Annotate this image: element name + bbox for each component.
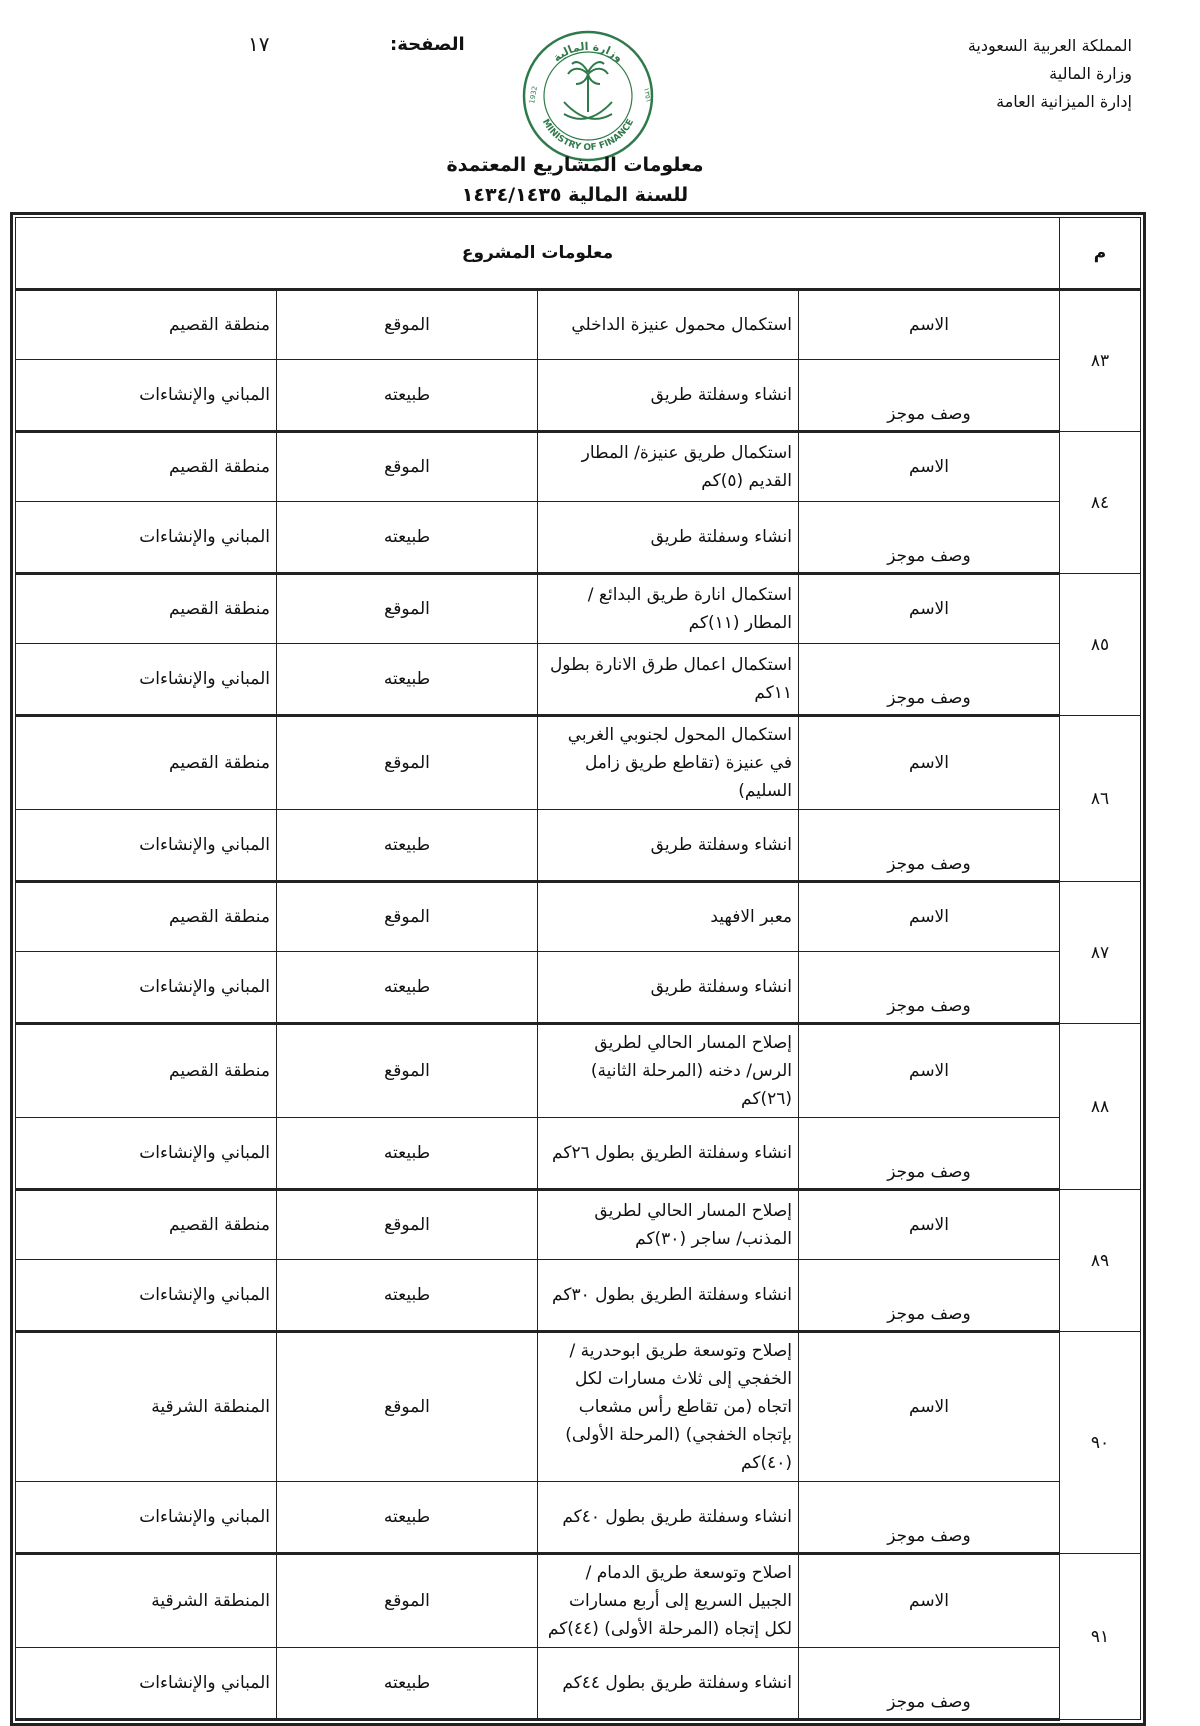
title-line-2: للسنة المالية ١٤٣٤/١٤٣٥ bbox=[461, 184, 689, 206]
table-row bbox=[16, 882, 1141, 952]
project-name: إصلاح وتوسعة طريق ابوحدرية / الخفجي إلى ثلاث مسارات لكل اتجاه (من تقاطع رأس مشعاب بإتجاه الخفجي) (المرحلة الأولى) (٤٠)كم bbox=[538, 1332, 799, 1482]
project-number: ٨٩ bbox=[1060, 1190, 1141, 1332]
header-num: م bbox=[1060, 218, 1141, 290]
project-description: انشاء وسفلتة طريق bbox=[538, 952, 799, 1024]
table-row bbox=[16, 810, 1141, 882]
table-row bbox=[16, 1260, 1141, 1332]
project-description: انشاء وسفلتة طريق bbox=[538, 360, 799, 432]
label-description: وصف موجز bbox=[799, 1118, 1060, 1190]
label-location: الموقع bbox=[277, 1190, 538, 1260]
project-description: انشاء وسفلتة طريق بطول ٤٤كم bbox=[538, 1648, 799, 1720]
project-location: منطقة القصيم bbox=[16, 574, 277, 644]
project-nature: المباني والإنشاءات bbox=[16, 810, 277, 882]
country-name: المملكة العربية السعودية bbox=[967, 36, 1132, 55]
page-number: ١٧ bbox=[248, 32, 270, 56]
ministry-of-finance-seal bbox=[520, 28, 656, 164]
project-location: منطقة القصيم bbox=[16, 882, 277, 952]
issuer-block bbox=[968, 32, 1132, 116]
project-nature: المباني والإنشاءات bbox=[16, 952, 277, 1024]
project-nature: المباني والإنشاءات bbox=[16, 1648, 277, 1720]
table-row bbox=[16, 360, 1141, 432]
projects-table bbox=[15, 217, 1141, 1721]
project-nature: المباني والإنشاءات bbox=[16, 1118, 277, 1190]
project-number: ٨٧ bbox=[1060, 882, 1141, 1024]
table-row bbox=[16, 1024, 1141, 1118]
project-number: ٨٨ bbox=[1060, 1024, 1141, 1190]
label-location: الموقع bbox=[277, 882, 538, 952]
seal-text-bottom: MINISTRY OF FINANCE bbox=[539, 117, 637, 154]
label-description: وصف موجز bbox=[799, 502, 1060, 574]
label-location: الموقع bbox=[277, 574, 538, 644]
project-name: اصلاح وتوسعة طريق الدمام / الجبيل السريع إلى أربع مسارات لكل إتجاه (المرحلة الأولى) (٤٤)كم bbox=[538, 1554, 799, 1648]
label-description: وصف موجز bbox=[799, 810, 1060, 882]
label-location: الموقع bbox=[277, 1554, 538, 1648]
project-number: ٨٦ bbox=[1060, 716, 1141, 882]
label-description: وصف موجز bbox=[799, 1482, 1060, 1554]
label-name: الاسم bbox=[799, 1554, 1060, 1648]
table-row bbox=[16, 1554, 1141, 1648]
department-name: إدارة الميزانية العامة bbox=[996, 92, 1132, 111]
table-row bbox=[16, 290, 1141, 360]
label-nature: طبيعته bbox=[277, 1260, 538, 1332]
project-location: منطقة القصيم bbox=[16, 1024, 277, 1118]
label-nature: طبيعته bbox=[277, 1648, 538, 1720]
label-nature: طبيعته bbox=[277, 1482, 538, 1554]
label-nature: طبيعته bbox=[277, 1118, 538, 1190]
project-name: استكمال المحول لجنوبي الغربي في عنيزة (تقاطع طريق زامل السليم) bbox=[538, 716, 799, 810]
project-name: استكمال محمول عنيزة الداخلي bbox=[538, 290, 799, 360]
svg-text:MINISTRY OF FINANCE bbox=[540, 118, 636, 153]
project-number: ٨٣ bbox=[1060, 290, 1141, 432]
projects-table-frame bbox=[10, 212, 1146, 1726]
label-location: الموقع bbox=[277, 432, 538, 502]
project-location: المنطقة الشرقية bbox=[16, 1554, 277, 1648]
table-row bbox=[16, 952, 1141, 1024]
label-description: وصف موجز bbox=[799, 644, 1060, 716]
table-row bbox=[16, 432, 1141, 502]
project-number: ٨٤ bbox=[1060, 432, 1141, 574]
project-name: استكمال انارة طريق البدائع / المطار (١١)كم bbox=[538, 574, 799, 644]
label-name: الاسم bbox=[799, 1190, 1060, 1260]
header-project-info: معلومات المشروع bbox=[16, 218, 1060, 290]
label-description: وصف موجز bbox=[799, 1648, 1060, 1720]
label-location: الموقع bbox=[277, 1332, 538, 1482]
table-row bbox=[16, 1118, 1141, 1190]
label-nature: طبيعته bbox=[277, 644, 538, 716]
project-name: إصلاح المسار الحالي لطريق الرس/ دخنه (المرحلة الثانية) (٢٦)كم bbox=[538, 1024, 799, 1118]
project-nature: المباني والإنشاءات bbox=[16, 1260, 277, 1332]
document-title bbox=[0, 150, 1150, 210]
table-row bbox=[16, 574, 1141, 644]
label-name: الاسم bbox=[799, 1332, 1060, 1482]
page-label: الصفحة: bbox=[390, 34, 465, 55]
project-nature: المباني والإنشاءات bbox=[16, 360, 277, 432]
palm-swords-emblem bbox=[564, 62, 612, 119]
label-description: وصف موجز bbox=[799, 1260, 1060, 1332]
label-name: الاسم bbox=[799, 574, 1060, 644]
table-row bbox=[16, 1482, 1141, 1554]
table-row bbox=[16, 716, 1141, 810]
project-location: منطقة القصيم bbox=[16, 290, 277, 360]
project-description: انشاء وسفلتة الطريق بطول ٢٦كم bbox=[538, 1118, 799, 1190]
seal-year-left: 1932 bbox=[528, 85, 540, 105]
project-location: منطقة القصيم bbox=[16, 432, 277, 502]
project-number: ٨٥ bbox=[1060, 574, 1141, 716]
project-nature: المباني والإنشاءات bbox=[16, 502, 277, 574]
label-nature: طبيعته bbox=[277, 810, 538, 882]
label-description: وصف موجز bbox=[799, 952, 1060, 1024]
project-name: إصلاح المسار الحالي لطريق المذنب/ ساجر (٣٠)كم bbox=[538, 1190, 799, 1260]
seal-text-top: وزارة المالية bbox=[550, 39, 626, 65]
project-description: انشاء وسفلتة طريق بطول ٤٠كم bbox=[538, 1482, 799, 1554]
project-name: معبر الافهيد bbox=[538, 882, 799, 952]
project-location: المنطقة الشرقية bbox=[16, 1332, 277, 1482]
table-row bbox=[16, 644, 1141, 716]
project-description: انشاء وسفلتة طريق bbox=[538, 810, 799, 882]
project-nature: المباني والإنشاءات bbox=[16, 644, 277, 716]
label-name: الاسم bbox=[799, 432, 1060, 502]
label-name: الاسم bbox=[799, 882, 1060, 952]
table-row bbox=[16, 502, 1141, 574]
label-location: الموقع bbox=[277, 716, 538, 810]
project-location: منطقة القصيم bbox=[16, 1190, 277, 1260]
label-nature: طبيعته bbox=[277, 952, 538, 1024]
svg-text:وزارة المالية bbox=[551, 40, 626, 65]
project-number: ٩٠ bbox=[1060, 1332, 1141, 1554]
label-nature: طبيعته bbox=[277, 360, 538, 432]
title-line-1: معلومات المشاريع المعتمدة bbox=[446, 154, 704, 176]
label-name: الاسم bbox=[799, 716, 1060, 810]
table-row bbox=[16, 1648, 1141, 1720]
project-description: استكمال اعمال طرق الانارة بطول ١١كم bbox=[538, 644, 799, 716]
label-location: الموقع bbox=[277, 290, 538, 360]
project-description: انشاء وسفلتة الطريق بطول ٣٠كم bbox=[538, 1260, 799, 1332]
table-header-row bbox=[16, 218, 1141, 290]
project-nature: المباني والإنشاءات bbox=[16, 1482, 277, 1554]
seal-year-right: ١٣٥١ bbox=[642, 86, 653, 104]
project-description: انشاء وسفلتة طريق bbox=[538, 502, 799, 574]
table-row bbox=[16, 1332, 1141, 1482]
label-nature: طبيعته bbox=[277, 502, 538, 574]
label-location: الموقع bbox=[277, 1024, 538, 1118]
label-name: الاسم bbox=[799, 1024, 1060, 1118]
project-location: منطقة القصيم bbox=[16, 716, 277, 810]
project-number: ٩١ bbox=[1060, 1554, 1141, 1720]
table-row bbox=[16, 1190, 1141, 1260]
label-name: الاسم bbox=[799, 290, 1060, 360]
label-description: وصف موجز bbox=[799, 360, 1060, 432]
project-name: استكمال طريق عنيزة/ المطار القديم (٥)كم bbox=[538, 432, 799, 502]
ministry-name: وزارة المالية bbox=[1049, 64, 1132, 83]
